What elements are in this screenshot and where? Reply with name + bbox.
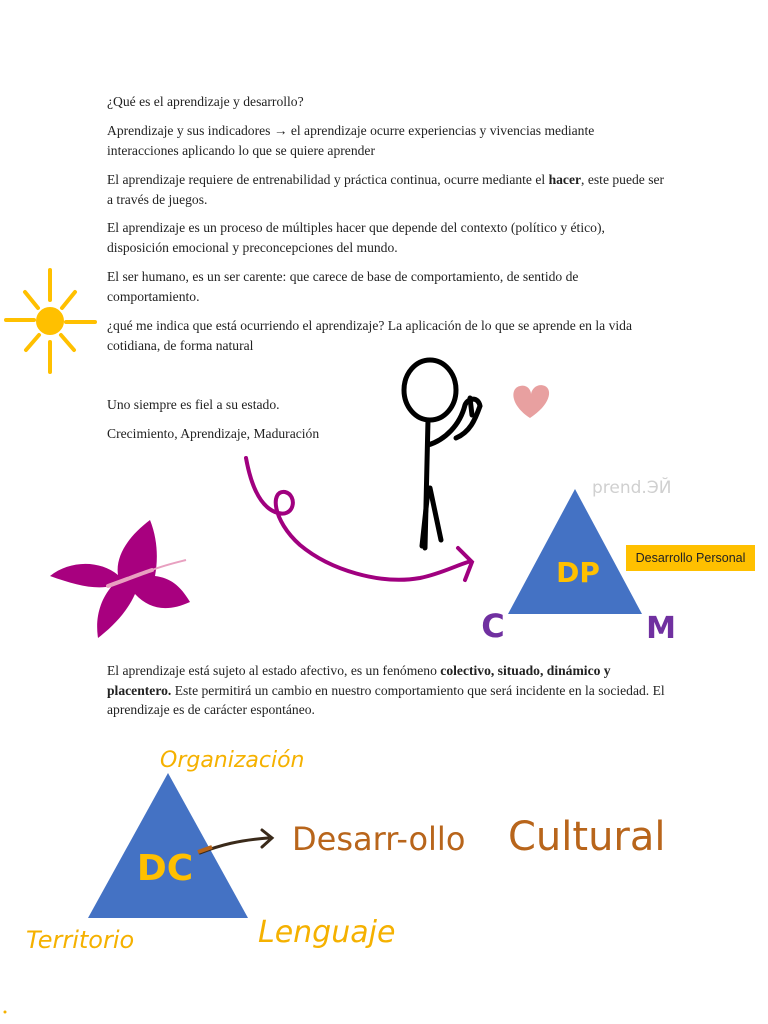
desarrollo-handwritten-text: Desarr-ollo: [292, 820, 466, 858]
stick-figure-drawing: [404, 360, 480, 548]
territorio-text: Territorio: [26, 926, 135, 954]
text-segment: el aprendizaje ocurre experiencias y vivencias mediante interacciones aplicando lo que se quiere aprender: [107, 123, 595, 158]
text-segment: El aprendizaje requiere de entrenabilidad y práctica continua, ocurre mediante el: [107, 172, 549, 187]
heart-icon: [513, 385, 549, 418]
paragraph-human-being: El ser humano, es un ser carente: que carece de base de comportamiento, de sentido de comportamiento.: [107, 269, 579, 304]
triangle-center-text: DC: [136, 848, 194, 889]
bold-text: colectivo, situado, dinámico y placentero.: [107, 663, 611, 698]
paragraph-growth: Crecimiento, Aprendizaje, Maduración: [107, 426, 320, 441]
paragraph-question-title: ¿Qué es el aprendizaje y desarrollo?: [107, 94, 304, 109]
triangle-right-letter: M: [646, 611, 676, 646]
desarrollo-personal-triangle: [508, 489, 642, 614]
stray-dot: [4, 1011, 7, 1014]
triangle-center-text: DP: [556, 556, 600, 589]
lenguaje-text: Lenguaje: [258, 915, 396, 950]
text-segment: Este permitirá un cambio en nuestro comportamiento que será incidente en la sociedad. El aprendizaje es de carácter espontáneo.: [107, 682, 665, 717]
bold-text: hacer: [548, 172, 582, 187]
paragraph-indicator-question: ¿qué me indica que está ocurriendo el aprendizaje? La aplicación de lo que se aprende en la vida cotidiana, de forma natural: [107, 318, 632, 353]
triangle-left-letter: C: [481, 607, 505, 645]
paragraph-faithful-state: Uno siempre es fiel a su estado.: [107, 397, 280, 412]
cultural-handwritten-text: Cultural: [508, 814, 666, 860]
text-segment: Aprendizaje y sus indicadores: [107, 123, 271, 138]
organizacion-text: Organización: [160, 748, 305, 773]
sun-icon: [6, 270, 95, 372]
butterfly-drawing: [50, 520, 190, 638]
text-segment: El aprendizaje está sujeto al estado afectivo, es un fenómeno: [107, 663, 441, 678]
text-segment: , este puede ser a través de juegos.: [107, 172, 665, 207]
faint-scribble-text: prend.ЭЙ: [592, 478, 672, 498]
arrow-icon: →: [273, 123, 288, 138]
label-text: Desarrollo Personal: [635, 551, 746, 565]
paragraph-process: El aprendizaje es un proceso de múltiples hacer que depende del contexto (político y ético), disposición emocional y preconcepciones del mundo.: [107, 220, 605, 255]
